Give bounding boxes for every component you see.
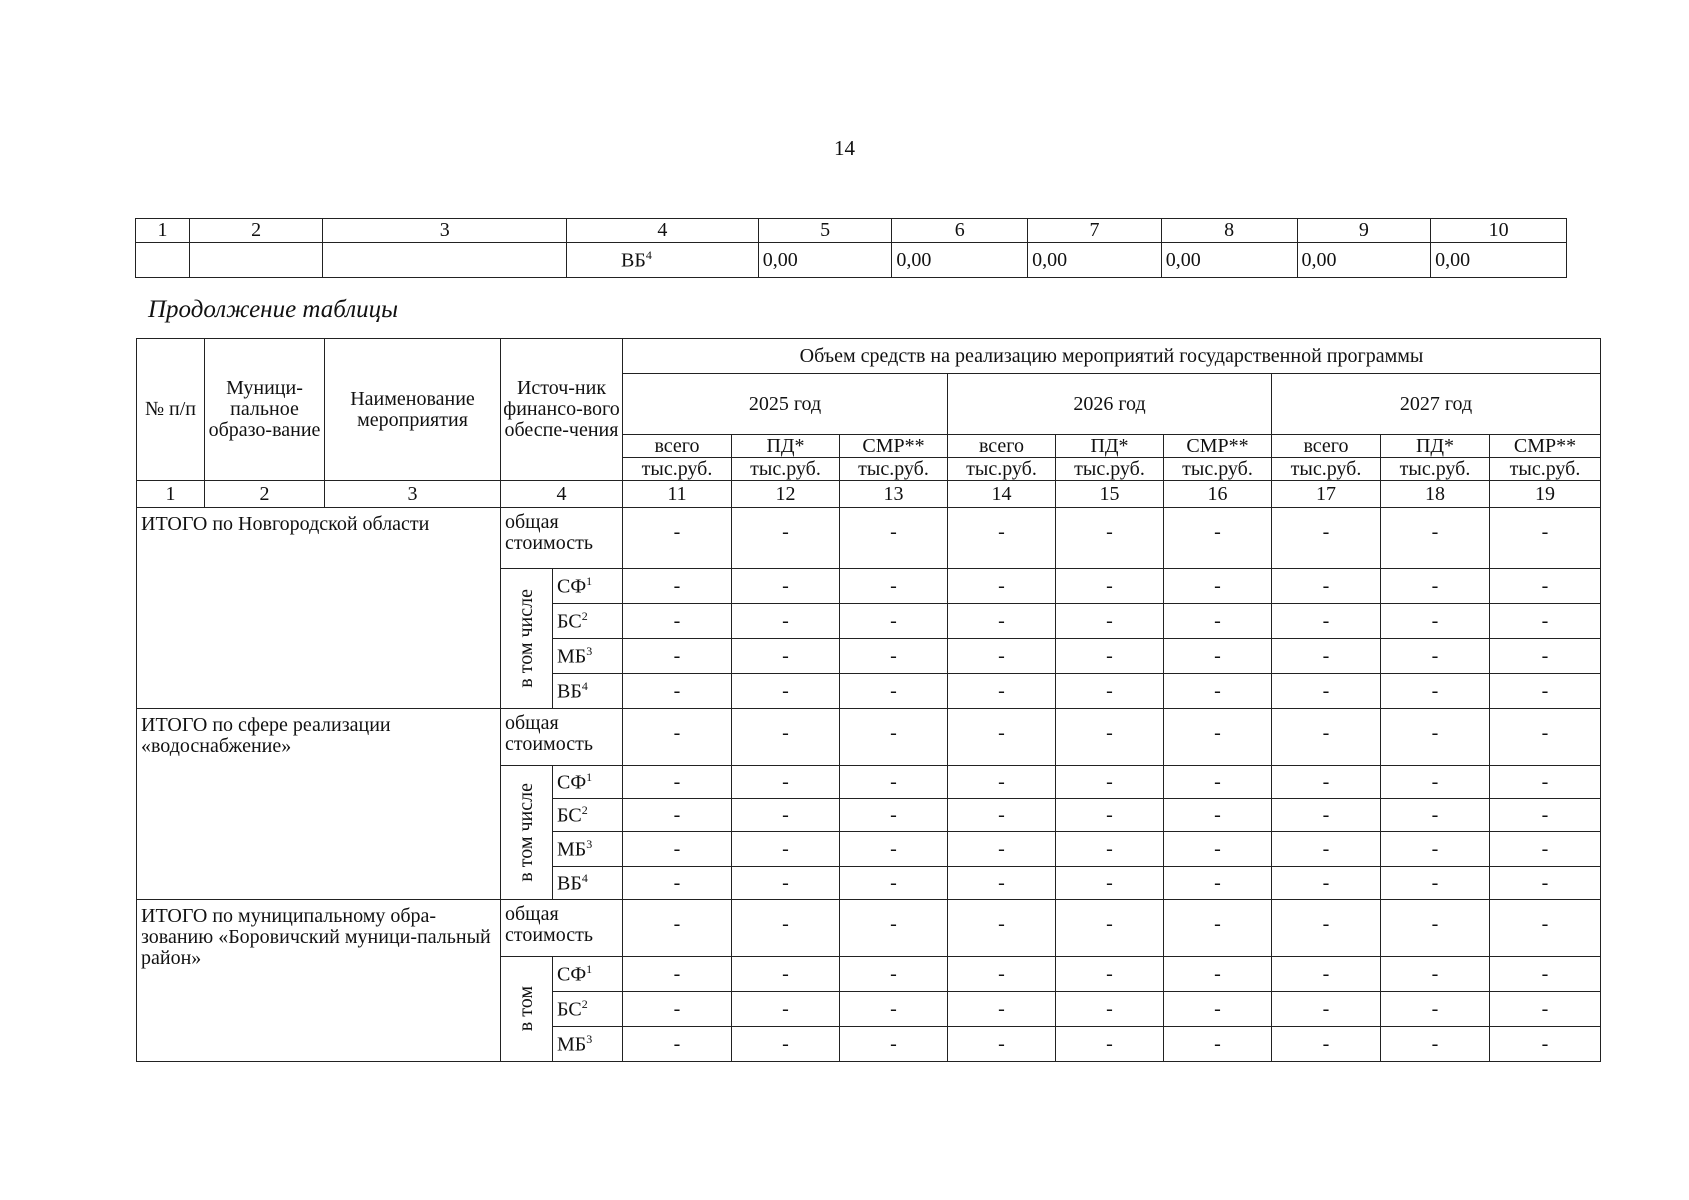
- group-label: ИТОГО по сфере реализации «водоснабжение»: [137, 709, 501, 900]
- value-cell: -: [1381, 900, 1490, 957]
- funding-code: $ВБ^4$: [553, 867, 623, 900]
- value-cell: -: [1056, 508, 1164, 569]
- value-cell: -: [1164, 832, 1272, 867]
- funding-code: $СФ^1$: [553, 569, 623, 604]
- value-cell: -: [1490, 639, 1601, 674]
- main-table: [136, 338, 1601, 1062]
- value-cell: -: [1272, 900, 1381, 957]
- value-cell: -: [623, 832, 732, 867]
- value-cell: -: [1381, 508, 1490, 569]
- header-unit: тыс.руб.: [623, 458, 732, 481]
- value-cell: -: [1164, 639, 1272, 674]
- value-cell: -: [1381, 709, 1490, 766]
- value-cell: -: [1381, 957, 1490, 992]
- funding-code: $СФ^1$: [553, 957, 623, 992]
- value-cell: -: [1056, 957, 1164, 992]
- funding-code: $БС^2$: [553, 992, 623, 1027]
- header-subcolumn: ПД*: [1056, 435, 1164, 458]
- total-cost-label: общая стоимость: [501, 508, 623, 569]
- value-cell: -: [732, 799, 840, 832]
- header-municipality: Муници-пальное образо-вание: [205, 339, 325, 481]
- header-subcolumn: всего: [1272, 435, 1381, 458]
- header-year: 2025 год: [623, 374, 948, 435]
- value-cell: -: [1490, 867, 1601, 900]
- value-cell: -: [623, 639, 732, 674]
- value-cell: -: [1490, 674, 1601, 709]
- value-cell: -: [732, 832, 840, 867]
- value-cell: -: [840, 674, 948, 709]
- value-cell: -: [1056, 1027, 1164, 1062]
- column-number: 4: [567, 219, 759, 243]
- header-event-name: Наименование мероприятия: [325, 339, 501, 481]
- value-cell: -: [1490, 709, 1601, 766]
- value-cell: -: [1272, 766, 1381, 799]
- value-cell: -: [1381, 674, 1490, 709]
- header-subcolumn: СМР**: [1490, 435, 1601, 458]
- header-subcolumn: СМР**: [840, 435, 948, 458]
- value-cell: -: [623, 674, 732, 709]
- value-cell: -: [1381, 639, 1490, 674]
- header-subcolumn: ПД*: [732, 435, 840, 458]
- value-cell: -: [1272, 604, 1381, 639]
- value-cell: -: [840, 867, 948, 900]
- header-unit: тыс.руб.: [948, 458, 1056, 481]
- column-number: 8: [1161, 219, 1297, 243]
- value-cell: -: [1056, 900, 1164, 957]
- column-number: 16: [1164, 481, 1272, 508]
- value-cell: -: [623, 900, 732, 957]
- value-cell: -: [840, 957, 948, 992]
- value-cell: -: [1272, 1027, 1381, 1062]
- value-cell: -: [840, 508, 948, 569]
- value-cell: -: [1381, 867, 1490, 900]
- value-cell: -: [1272, 867, 1381, 900]
- group-label: ИТОГО по Новгородской области: [137, 508, 501, 709]
- group-label: ИТОГО по муниципальному обра-зованию «Боровичский муници-пальный район»: [137, 900, 501, 1062]
- value-cell: -: [732, 709, 840, 766]
- value-cell: -: [1490, 1027, 1601, 1062]
- column-number: 3: [323, 219, 567, 243]
- value-cell: -: [1490, 508, 1601, 569]
- column-number: 10: [1431, 219, 1567, 243]
- column-number: 7: [1028, 219, 1162, 243]
- value-cell: -: [948, 957, 1056, 992]
- column-number: 3: [325, 481, 501, 508]
- funding-code: $МБ^3$: [553, 832, 623, 867]
- header-subcolumn: ПД*: [1381, 435, 1490, 458]
- header-unit: тыс.руб.: [1056, 458, 1164, 481]
- value-cell: -: [840, 832, 948, 867]
- value-cell: -: [948, 766, 1056, 799]
- value-cell: 0,00: [1297, 243, 1431, 278]
- column-number: 17: [1272, 481, 1381, 508]
- column-number: 19: [1490, 481, 1601, 508]
- value-cell: -: [732, 604, 840, 639]
- column-number: 13: [840, 481, 948, 508]
- value-cell: -: [948, 508, 1056, 569]
- value-cell: -: [840, 1027, 948, 1062]
- source-cell: $ВБ^4$: [567, 243, 759, 278]
- total-cost-label: общая стоимость: [501, 900, 623, 957]
- included-label: в том числе: [501, 766, 553, 900]
- value-cell: -: [1272, 709, 1381, 766]
- value-cell: -: [1272, 639, 1381, 674]
- top-table: [135, 218, 1567, 278]
- value-cell: -: [1164, 709, 1272, 766]
- page-number: 14: [834, 136, 855, 160]
- value-cell: -: [1381, 799, 1490, 832]
- header-volume: Объем средств на реализацию мероприятий государственной программы: [623, 339, 1601, 374]
- value-cell: -: [732, 569, 840, 604]
- funding-code: $МБ^3$: [553, 639, 623, 674]
- value-cell: -: [1056, 799, 1164, 832]
- value-cell: -: [1490, 604, 1601, 639]
- column-number: 2: [205, 481, 325, 508]
- value-cell: -: [732, 900, 840, 957]
- value-cell: -: [623, 992, 732, 1027]
- value-cell: -: [623, 867, 732, 900]
- value-cell: -: [732, 1027, 840, 1062]
- header-subcolumn: всего: [948, 435, 1056, 458]
- value-cell: -: [1381, 992, 1490, 1027]
- header-num: № п/п: [137, 339, 205, 481]
- value-cell: -: [1056, 639, 1164, 674]
- included-label: в том: [501, 957, 553, 1062]
- value-cell: -: [948, 1027, 1056, 1062]
- value-cell: -: [1056, 569, 1164, 604]
- empty-cell: [323, 243, 567, 278]
- value-cell: -: [1164, 674, 1272, 709]
- value-cell: -: [623, 766, 732, 799]
- value-cell: 0,00: [1431, 243, 1567, 278]
- value-cell: -: [948, 569, 1056, 604]
- value-cell: -: [840, 604, 948, 639]
- value-cell: -: [1381, 604, 1490, 639]
- value-cell: -: [1490, 766, 1601, 799]
- value-cell: -: [840, 766, 948, 799]
- value-cell: -: [948, 639, 1056, 674]
- value-cell: -: [1056, 832, 1164, 867]
- header-subcolumn: всего: [623, 435, 732, 458]
- funding-code: $СФ^1$: [553, 766, 623, 799]
- value-cell: -: [1056, 867, 1164, 900]
- empty-cell: [189, 243, 323, 278]
- value-cell: -: [948, 674, 1056, 709]
- value-cell: -: [732, 508, 840, 569]
- value-cell: -: [1381, 766, 1490, 799]
- value-cell: -: [1381, 1027, 1490, 1062]
- value-cell: -: [1490, 799, 1601, 832]
- column-number: 12: [732, 481, 840, 508]
- column-number: 9: [1297, 219, 1431, 243]
- value-cell: -: [732, 992, 840, 1027]
- value-cell: -: [1272, 799, 1381, 832]
- value-cell: -: [1490, 569, 1601, 604]
- value-cell: -: [1272, 832, 1381, 867]
- value-cell: -: [732, 766, 840, 799]
- value-cell: -: [1164, 992, 1272, 1027]
- value-cell: 0,00: [1028, 243, 1162, 278]
- column-number: 1: [136, 219, 190, 243]
- value-cell: -: [840, 992, 948, 1027]
- value-cell: -: [623, 604, 732, 639]
- value-cell: -: [1056, 992, 1164, 1027]
- value-cell: -: [623, 1027, 732, 1062]
- value-cell: -: [1381, 569, 1490, 604]
- header-unit: тыс.руб.: [1381, 458, 1490, 481]
- value-cell: -: [1164, 766, 1272, 799]
- value-cell: -: [732, 957, 840, 992]
- value-cell: -: [1490, 832, 1601, 867]
- value-cell: -: [623, 709, 732, 766]
- value-cell: -: [1056, 709, 1164, 766]
- column-number: 4: [501, 481, 623, 508]
- header-subcolumn: СМР**: [1164, 435, 1272, 458]
- value-cell: -: [1490, 900, 1601, 957]
- value-cell: -: [623, 799, 732, 832]
- table-caption: Продолжение таблицы: [148, 296, 399, 323]
- value-cell: -: [623, 508, 732, 569]
- column-number: 2: [189, 219, 323, 243]
- value-cell: 0,00: [1161, 243, 1297, 278]
- value-cell: -: [1164, 604, 1272, 639]
- value-cell: -: [840, 639, 948, 674]
- header-unit: тыс.руб.: [732, 458, 840, 481]
- value-cell: -: [1490, 992, 1601, 1027]
- value-cell: -: [1381, 832, 1490, 867]
- column-number: 15: [1056, 481, 1164, 508]
- value-cell: -: [840, 900, 948, 957]
- value-cell: -: [1272, 674, 1381, 709]
- value-cell: -: [948, 867, 1056, 900]
- header-unit: тыс.руб.: [1272, 458, 1381, 481]
- funding-code: $ВБ^4$: [553, 674, 623, 709]
- value-cell: -: [948, 900, 1056, 957]
- value-cell: -: [623, 957, 732, 992]
- header-year: 2026 год: [948, 374, 1272, 435]
- funding-code: $БС^2$: [553, 604, 623, 639]
- column-number: 11: [623, 481, 732, 508]
- value-cell: -: [1164, 867, 1272, 900]
- value-cell: -: [732, 674, 840, 709]
- header-unit: тыс.руб.: [840, 458, 948, 481]
- value-cell: -: [1164, 569, 1272, 604]
- value-cell: -: [1056, 766, 1164, 799]
- value-cell: -: [1272, 508, 1381, 569]
- value-cell: -: [948, 832, 1056, 867]
- value-cell: -: [1490, 957, 1601, 992]
- column-number: 6: [892, 219, 1028, 243]
- header-funding-source: Источ-ник финансо-вого обеспе-чения: [501, 339, 623, 481]
- value-cell: 0,00: [758, 243, 892, 278]
- value-cell: -: [840, 569, 948, 604]
- value-cell: -: [1164, 957, 1272, 992]
- value-cell: -: [1272, 957, 1381, 992]
- value-cell: 0,00: [892, 243, 1028, 278]
- header-year: 2027 год: [1272, 374, 1601, 435]
- value-cell: -: [1164, 508, 1272, 569]
- value-cell: -: [623, 569, 732, 604]
- header-unit: тыс.руб.: [1490, 458, 1601, 481]
- value-cell: -: [1164, 799, 1272, 832]
- funding-code: $МБ^3$: [553, 1027, 623, 1062]
- column-number: 14: [948, 481, 1056, 508]
- empty-cell: [136, 243, 190, 278]
- funding-code: $БС^2$: [553, 799, 623, 832]
- value-cell: -: [1056, 674, 1164, 709]
- value-cell: -: [1272, 992, 1381, 1027]
- value-cell: -: [948, 992, 1056, 1027]
- header-unit: тыс.руб.: [1164, 458, 1272, 481]
- value-cell: -: [1056, 604, 1164, 639]
- value-cell: -: [1164, 1027, 1272, 1062]
- total-cost-label: общая стоимость: [501, 709, 623, 766]
- value-cell: -: [840, 799, 948, 832]
- value-cell: -: [1272, 569, 1381, 604]
- value-cell: -: [948, 799, 1056, 832]
- value-cell: -: [732, 639, 840, 674]
- value-cell: -: [948, 709, 1056, 766]
- column-number: 18: [1381, 481, 1490, 508]
- column-number: 1: [137, 481, 205, 508]
- included-label: в том числе: [501, 569, 553, 709]
- value-cell: -: [840, 709, 948, 766]
- value-cell: -: [732, 867, 840, 900]
- value-cell: -: [948, 604, 1056, 639]
- column-number: 5: [758, 219, 892, 243]
- value-cell: -: [1164, 900, 1272, 957]
